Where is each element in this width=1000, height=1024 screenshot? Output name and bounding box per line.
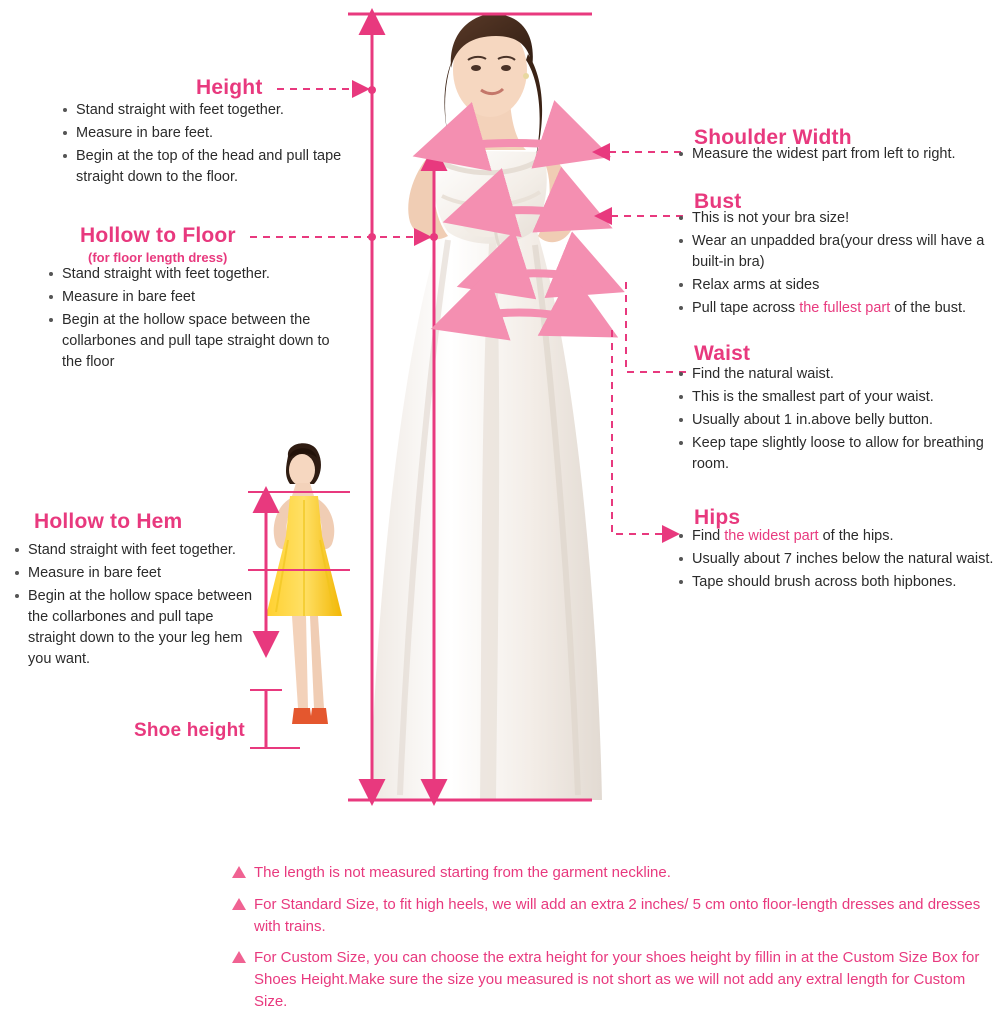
list-item: Pull tape across the fullest part of the bust. <box>676 298 996 319</box>
height-heading: Height <box>196 76 263 99</box>
footer-note-text: For Standard Size, to fit high heels, we will add an extra 2 inches/ 5 cm onto floor-length dresses and dresses with trains. <box>254 895 981 935</box>
list-item: This is not your bra size! <box>676 208 996 229</box>
list-item: Begin at the top of the head and pull tape straight down to the floor. <box>60 146 360 188</box>
bust-notes <box>676 208 996 321</box>
waist-notes <box>676 364 996 477</box>
section-hollow-to-hem <box>34 510 182 534</box>
hollow-to-floor-notes <box>46 264 346 375</box>
bust-highlight: the fullest part <box>799 300 891 317</box>
footer-note-text: The length is not measured starting from the garment neckline. <box>254 864 671 881</box>
list-item: Keep tape slightly loose to allow for breathing room. <box>676 433 996 475</box>
footer-notes <box>230 862 990 1023</box>
hollow-to-hem-heading: Hollow to Hem <box>34 510 183 533</box>
section-hollow-to-floor <box>80 224 236 265</box>
list-item: Relax arms at sides <box>676 275 996 296</box>
shoulder-width-heading: Shoulder Width <box>694 126 852 149</box>
warning-triangle-icon <box>232 898 246 910</box>
list-item: Measure in bare feet <box>12 563 248 584</box>
list-item: Begin at the hollow space between the collarbones and pull tape straight down to the your leg hem you want. <box>12 586 264 670</box>
warning-triangle-icon <box>232 866 246 878</box>
footer-note-text: For Custom Size, you can choose the extra height for your shoes height by fillin in at the Custom Size Box for Shoes Height.Make sure the size you measured is not short as we will not add any extral length for Custom Size. <box>254 949 980 1010</box>
shoulder-width-notes <box>676 144 996 167</box>
list-item: Stand straight with feet together. <box>60 100 360 121</box>
list-item: Measure the widest part from left to right. <box>676 144 996 165</box>
waist-heading: Waist <box>694 342 751 365</box>
warning-triangle-icon <box>232 951 246 963</box>
hollow-to-floor-heading: Hollow to Floor <box>80 224 236 247</box>
list-item: Stand straight with feet together. <box>46 264 346 285</box>
height-notes <box>60 100 360 190</box>
footer-note <box>230 947 990 1012</box>
hollow-to-floor-subheading: (for floor length dress) <box>88 250 228 265</box>
list-item: Find the natural waist. <box>676 364 996 385</box>
hips-heading: Hips <box>694 506 741 529</box>
hips-notes <box>676 526 996 595</box>
section-height <box>196 76 263 100</box>
list-item: Stand straight with feet together. <box>12 540 248 561</box>
list-item: Begin at the hollow space between the collarbones and pull tape straight down to the floor <box>46 310 346 373</box>
shoe-height-heading: Shoe height <box>134 720 245 741</box>
section-shoe-height <box>134 720 245 742</box>
section-waist <box>694 342 750 366</box>
list-item: Usually about 1 in.above belly button. <box>676 410 996 431</box>
bride-figure-illustration <box>330 10 650 810</box>
footer-note <box>230 862 990 884</box>
hollow-to-hem-notes <box>12 540 264 672</box>
list-item: Tape should brush across both hipbones. <box>676 572 996 593</box>
list-item: Find the widest part of the hips. <box>676 526 996 547</box>
list-item: This is the smallest part of your waist. <box>676 387 996 408</box>
bust-heading: Bust <box>694 190 742 213</box>
list-item: Measure in bare feet <box>46 287 346 308</box>
list-item: Usually about 7 inches below the natural waist. <box>676 549 996 570</box>
hips-highlight: the widest part <box>724 528 819 544</box>
footer-note <box>230 894 990 938</box>
short-dress-figure-illustration <box>248 440 358 760</box>
list-item: Wear an unpadded bra(your dress will have a built-in bra) <box>676 231 996 273</box>
list-item: Measure in bare feet. <box>60 123 360 144</box>
